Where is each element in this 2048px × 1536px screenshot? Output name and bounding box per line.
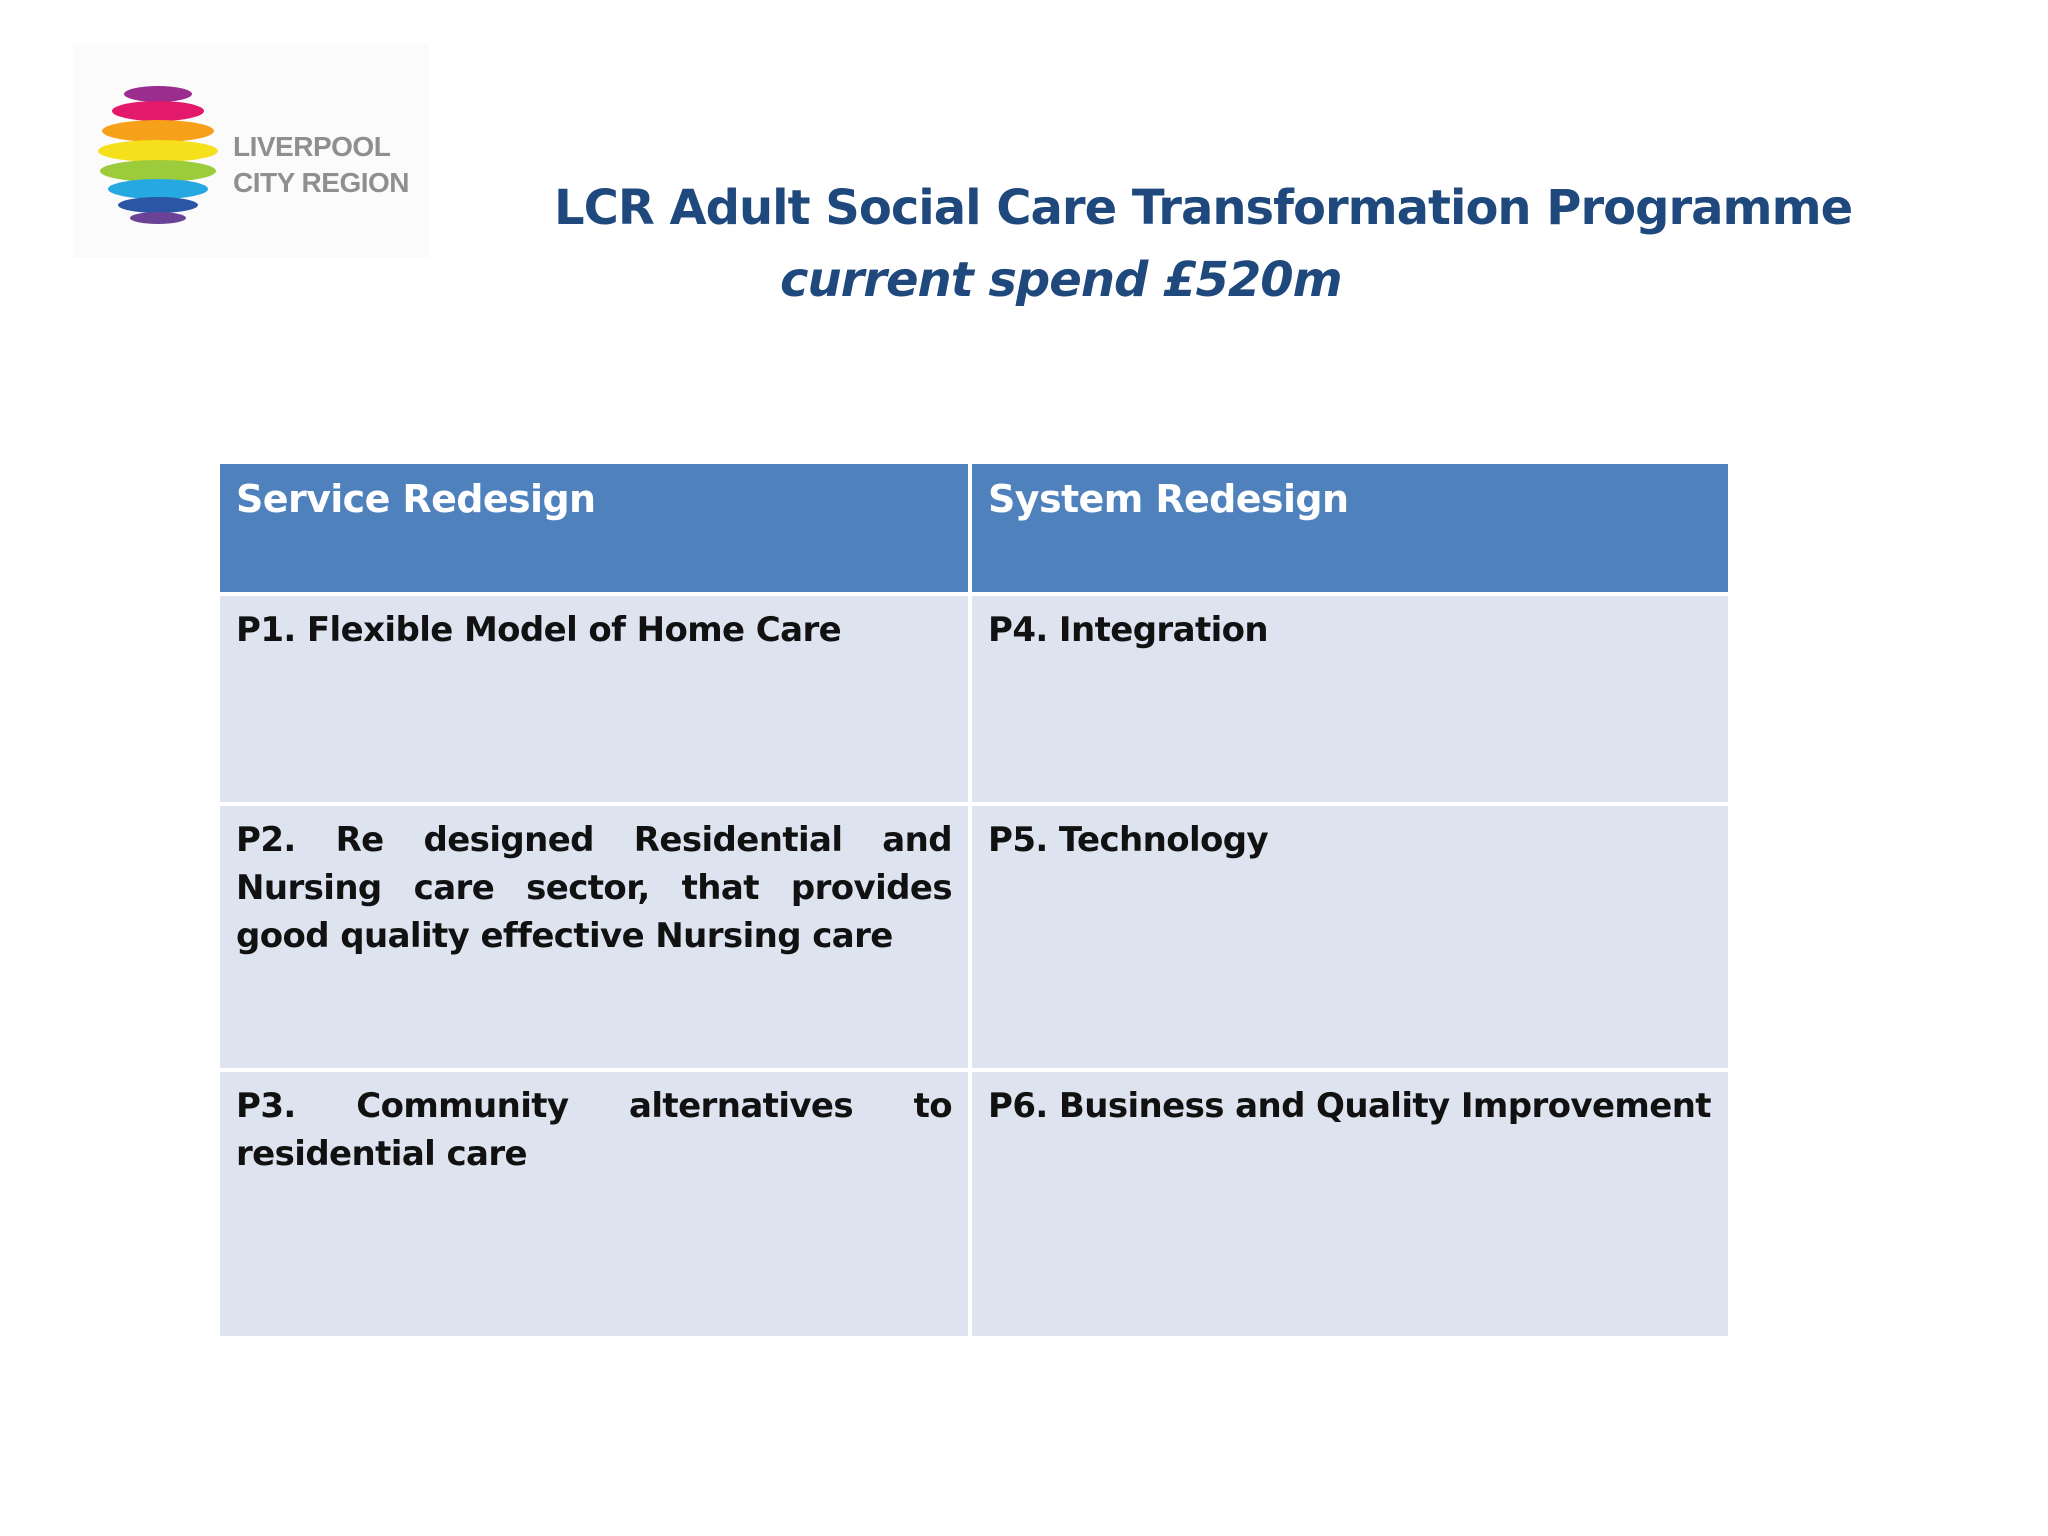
programme-table <box>220 464 1728 1336</box>
logo-text-line2: CITY REGION <box>233 167 410 198</box>
table-cell-p6: P6. Business and Quality Improvement <box>972 1072 1728 1336</box>
logo-text-line1: LIVERPOOL <box>233 131 391 162</box>
header-system-redesign: System Redesign <box>972 464 1728 592</box>
table-cell-p5: P5. Technology <box>972 806 1728 1068</box>
header-service-redesign: Service Redesign <box>220 464 968 592</box>
page-title: LCR Adult Social Care Transformation Programme <box>554 180 1853 236</box>
table-cell-p1: P1. Flexible Model of Home Care <box>220 596 968 802</box>
table-cell-p3: P3. Community alternatives to residential care <box>220 1072 968 1336</box>
stacked-rainbow-discs-icon <box>93 84 223 224</box>
table-cell-p4: P4. Integration <box>972 596 1728 802</box>
liverpool-city-region-logo <box>73 44 429 258</box>
table-cell-p2: P2. Re designed Residential and Nursing care sector, that provides good quality effective Nursing care <box>220 806 968 1068</box>
page-subtitle: current spend £520m <box>780 252 1342 308</box>
